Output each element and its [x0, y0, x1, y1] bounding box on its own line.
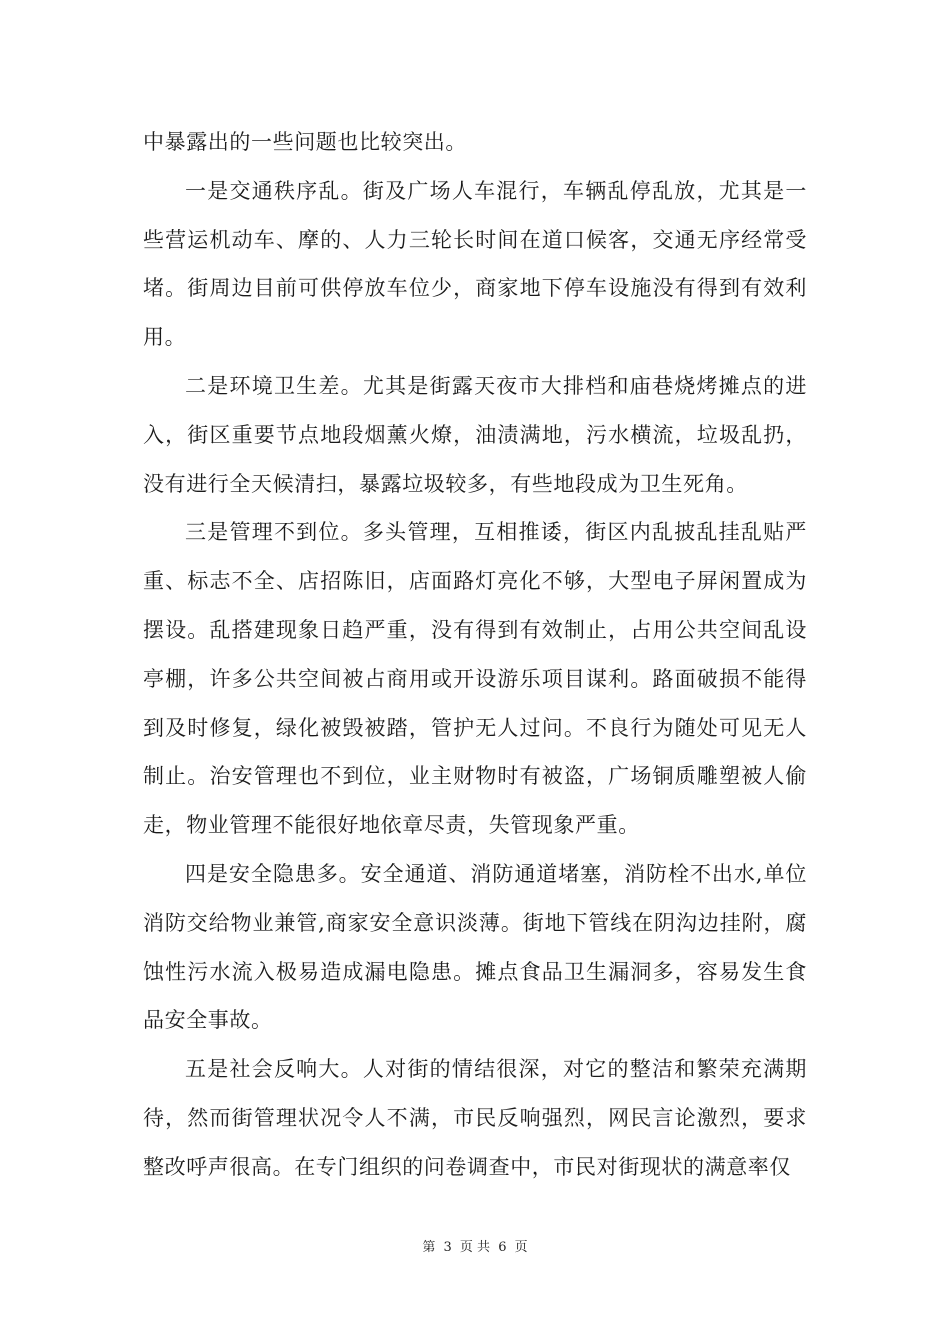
paragraph-4: 三是管理不到位。多头管理，互相推诿，街区内乱披乱挂乱贴严重、标志不全、店招陈旧，店面路灯亮化不够，大型电子屏闲置成为摆设。乱搭建现象日趋严重，没有得到有效制止，占用公共空间乱设亭棚，许多公共空间被占商用或开设游乐项目谋利。路面破损不能得到及时修复，绿化被毁被踏，管护无人过问。不良行为随处可见无人制止。治安管理也不到位，业主财物时有被盗，广场铜质雕塑被人偷走，物业管理不能很好地依章尽责，失管现象严重。: [143, 520, 807, 838]
page-footer: [0, 1236, 950, 1255]
paragraph-2: 一是交通秩序乱。街及广场人车混行，车辆乱停乱放，尤其是一些营运机动车、摩的、人力三轮长时间在道口候客，交通无序经常受堵。街周边目前可供停放车位少，商家地下停车设施没有得到有效利用。: [143, 178, 807, 350]
paragraph-5: 四是安全隐患多。安全通道、消防通道堵塞，消防栓不出水,单位消防交给物业兼管,商家安全意识淡薄。街地下管线在阴沟边挂附，腐蚀性污水流入极易造成漏电隐患。摊点食品卫生漏洞多，容易发生食品安全事故。: [143, 861, 807, 1033]
footer-prefix: 第: [422, 1240, 436, 1255]
paragraph-6: 五是社会反响大。人对街的情结很深，对它的整洁和繁荣充满期待，然而街管理状况令人不满，市民反响强烈，网民言论激烈，要求整改呼声很高。在专门组织的问卷调查中，市民对街现状的满意率仅: [143, 1057, 807, 1179]
footer-middle: 页 共: [459, 1240, 491, 1255]
paragraph-1: 中暴露出的一些问题也比较突出。: [143, 130, 467, 154]
footer-page-number: 3: [443, 1240, 452, 1255]
paragraph-3: 二是环境卫生差。尤其是街露天夜市大排档和庙巷烧烤摊点的进入，街区重要节点地段烟薰火燎，油渍满地，污水横流，垃圾乱扔，没有进行全天候清扫，暴露垃圾较多，有些地段成为卫生死角。: [143, 373, 807, 496]
body-text: [143, 118, 807, 1192]
footer-total-pages: 6: [498, 1240, 507, 1255]
footer-suffix: 页: [514, 1240, 528, 1255]
